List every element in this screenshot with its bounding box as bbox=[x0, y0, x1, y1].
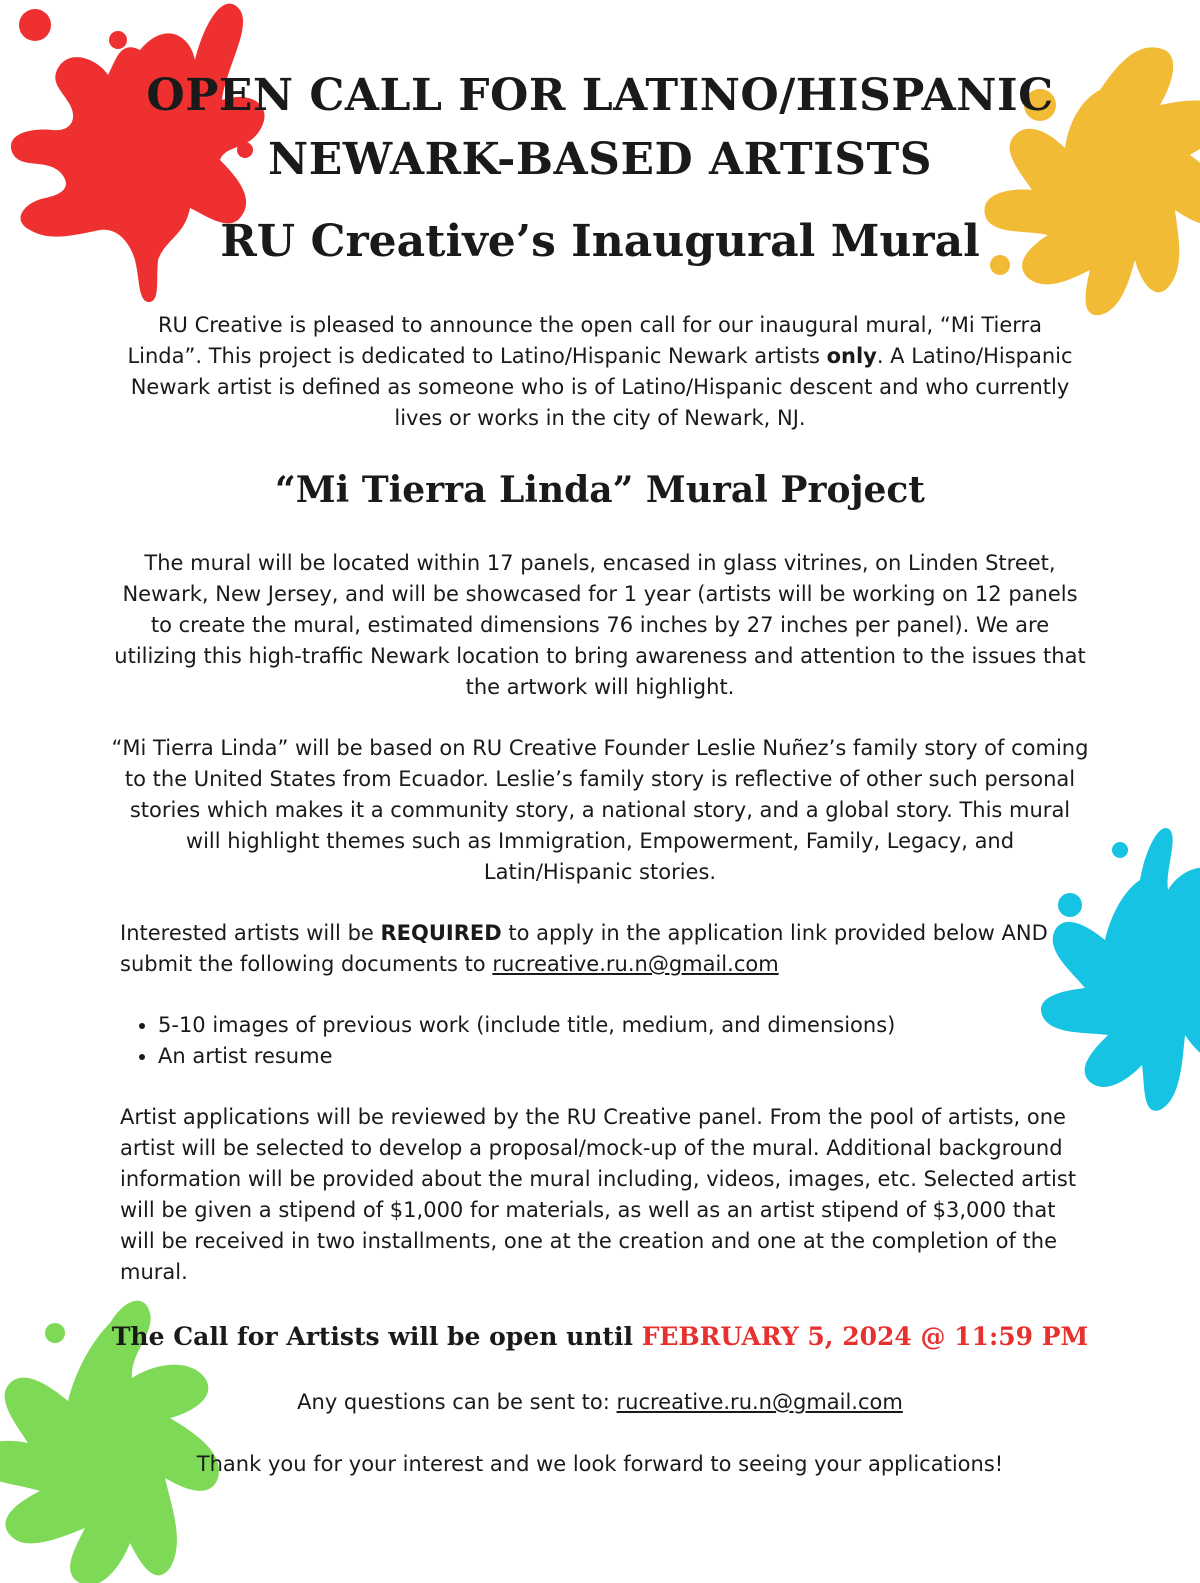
requirements-email-link[interactable]: rucreative.ru.n@gmail.com bbox=[492, 952, 779, 976]
title-line-2: NEWARK-BASED ARTISTS bbox=[267, 134, 933, 185]
intro-text-before: RU Creative is pleased to announce the open call for our inaugural mural, “Mi Tierra Linda”. This project is dedicated to Latino/Hispanic Newark artists bbox=[127, 313, 1043, 368]
project-heading: “Mi Tierra Linda” Mural Project bbox=[275, 469, 925, 511]
subtitle: RU Creative’s Inaugural Mural bbox=[220, 216, 980, 267]
intro-bold-only: only bbox=[826, 344, 877, 368]
closing-line: Thank you for your interest and we look forward to seeing your applications! bbox=[196, 1452, 1004, 1476]
requirements-paragraph bbox=[120, 918, 1080, 980]
deadline-date: FEBRUARY 5, 2024 @ 11:59 PM bbox=[641, 1322, 1089, 1351]
requirements-list bbox=[120, 1010, 895, 1072]
page-title bbox=[0, 64, 1200, 192]
contact-prefix: Any questions can be sent to: bbox=[297, 1390, 617, 1414]
contact-line bbox=[0, 1387, 1200, 1418]
story-paragraph: “Mi Tierra Linda” will be based on RU Creative Founder Leslie Nuñez’s family story of coming to the United States from Ecuador. Leslie’s family story is reflective of other such personal stories which makes it a community story, a national story, and a global story. This mural will highlight themes such as Immigration, Empowerment, Family, Legacy, and Latin/Hispanic stories. bbox=[111, 736, 1089, 884]
requirements-text-before: Interested artists will be bbox=[120, 921, 381, 945]
location-paragraph: The mural will be located within 17 panels, encased in glass vitrines, on Linden Street, Newark, New Jersey, and will be showcased for 1 year (artists will be working on 12 panels to create the mural, estimated dimensions 76 inches by 27 inches per panel). We are utilizing this high-traffic Newark location to bring awareness and attention to the issues that the artwork will highlight. bbox=[114, 551, 1086, 699]
requirements-bold-required: REQUIRED bbox=[380, 921, 502, 945]
list-item: • An artist resume bbox=[158, 1041, 895, 1072]
contact-email-link[interactable]: rucreative.ru.n@gmail.com bbox=[616, 1390, 903, 1414]
title-line-1: OPEN CALL FOR LATINO/HISPANIC bbox=[146, 70, 1054, 121]
intro-paragraph bbox=[120, 310, 1080, 434]
intro-text-after: . A Latino/Hispanic Newark artist is defined as someone who is of Latino/Hispanic descent and who currently lives or works in the city of Newark, NJ. bbox=[130, 344, 1073, 430]
deadline-prefix: The Call for Artists will be open until bbox=[111, 1322, 642, 1351]
requirements-text-after: to apply in the application link provided below AND submit the following documents to bbox=[120, 921, 1048, 976]
review-paragraph: Artist applications will be reviewed by the RU Creative panel. From the pool of artists, one artist will be selected to develop a proposal/mock-up of the mural. Additional background information will be provided about the mural including, videos, images, etc. Selected artist will be given a stipend of $1,000 for materials, as well as an artist stipend of $3,000 that will be received in two installments, one at the creation and one at the completion of the mural. bbox=[120, 1105, 1077, 1284]
list-item: • 5-10 images of previous work (include title, medium, and dimensions) bbox=[158, 1010, 895, 1041]
deadline-line bbox=[0, 1318, 1200, 1356]
